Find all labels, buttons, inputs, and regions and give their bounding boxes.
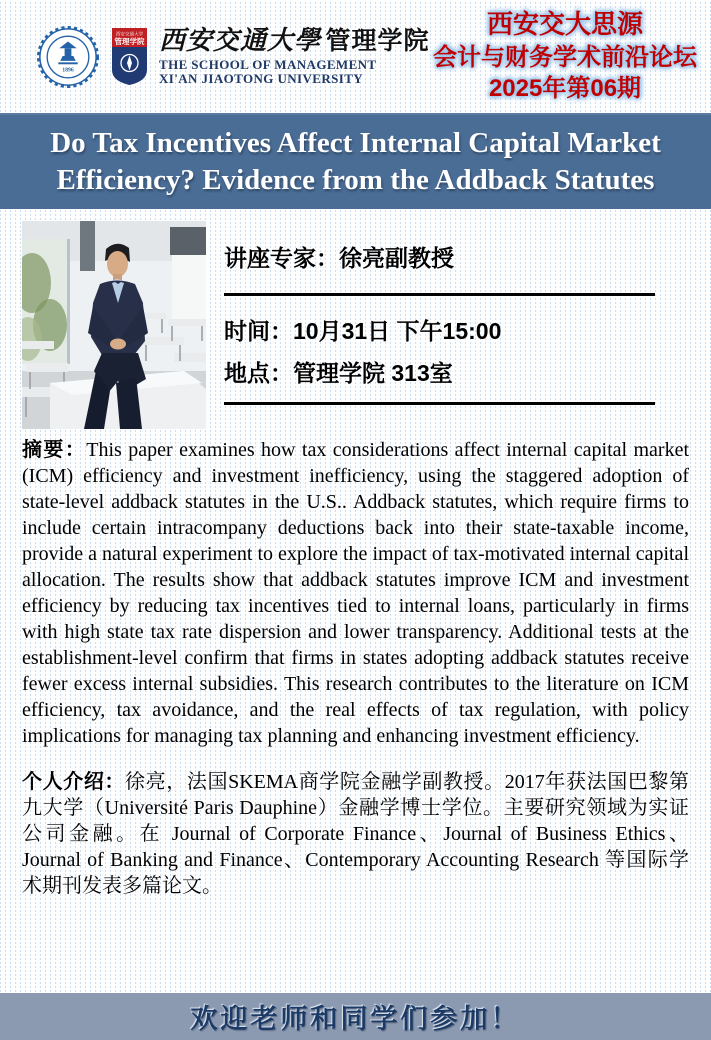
abstract-text: This paper examines how tax considerations affect internal capital market (ICM) efficiency and investment inefficiency, using the staggered adoption of state-level addback statutes in the U.S.. Addback statutes, which require firms to include certain intracompany deductions back into their state-taxable income, provide a natural experiment to explore the impact of tax-motivated internal capital allocation. The results show that addback statutes improve ICM and investment efficiency by reducing tax incentives tied to internal loans, particularly in firms with high state tax rate dispersion and lower transparency. Additional tests at the establishment-level confirm that firms in states adopting addback statutes receive fewer excess internal subsidies. This research contributes to the literature on ICM efficiency, tax avoidance, and the real effects of tax regulation, with policy implications for managing tax planning and enhancing investment efficiency. <box>22 439 689 747</box>
svg-text:西安交通大学: 西安交通大学 <box>115 31 144 36</box>
header <box>0 0 711 113</box>
forum-series-line1: 西安交大思源 <box>486 9 643 40</box>
content <box>0 221 711 899</box>
school-name-en-line1: THE SCHOOL OF MANAGEMENT <box>159 57 377 72</box>
brand-block <box>36 25 429 89</box>
abstract-paragraph <box>22 437 689 749</box>
bio-paragraph <box>22 769 689 899</box>
footer-banner <box>0 993 711 1040</box>
time-line <box>224 316 689 346</box>
school-name-cn: 管理学院 <box>325 26 430 55</box>
footer-welcome-text: 欢迎老师和同学们参加！ <box>190 1004 521 1034</box>
svg-text:1896: 1896 <box>62 67 74 74</box>
forum-series-line3: 2025年第06期 <box>488 75 642 103</box>
paper-title-line2: Efficiency? Evidence from the Addback Statutes <box>56 164 655 196</box>
paper-title-line1: Do Tax Incentives Affect Internal Capital Market <box>50 127 661 159</box>
forum-series-block <box>433 8 701 104</box>
abstract-label: 摘要： <box>22 439 87 461</box>
svg-text:管理学院: 管理学院 <box>114 36 145 46</box>
forum-series-line2: 会计与财务学术前沿论坛 <box>433 44 697 72</box>
university-calligraphy-name: 西安交通大學 <box>159 25 322 56</box>
brand-text <box>159 25 430 86</box>
expert-line <box>224 243 689 273</box>
location-label: 地点： <box>224 360 293 386</box>
location-line <box>224 358 689 388</box>
time-label: 时间： <box>224 318 293 344</box>
speaker-section <box>22 221 689 429</box>
speaker-photo <box>22 221 206 429</box>
time-value: 10月31日 下午15:00 <box>293 318 502 344</box>
location-value: 管理学院 313室 <box>293 360 453 386</box>
school-name-en-line2: XI'AN JIAOTONG UNIVERSITY <box>159 70 364 86</box>
expert-label: 讲座专家： <box>224 245 339 271</box>
management-school-shield-icon <box>111 28 148 86</box>
bio-text: 徐亮，法国SKEMA商学院金融学副教授。2017年获法国巴黎第九大学（Université Paris Dauphine）金融学博士学位。主要研究领域为实证公司金融。在 Journal of Corporate Finance、Journal of Business Ethics、Journal of Banking and Finance、Contemporary Accounting Research 等国际学术期刊发表多篇论文。 <box>22 771 690 897</box>
bio-label: 个人介绍： <box>22 771 126 793</box>
speaker-info <box>224 221 689 429</box>
university-seal-icon <box>36 25 100 89</box>
expert-name: 徐亮副教授 <box>339 245 454 271</box>
title-banner <box>0 113 711 209</box>
divider-top <box>224 293 655 296</box>
divider-bottom <box>224 402 655 405</box>
